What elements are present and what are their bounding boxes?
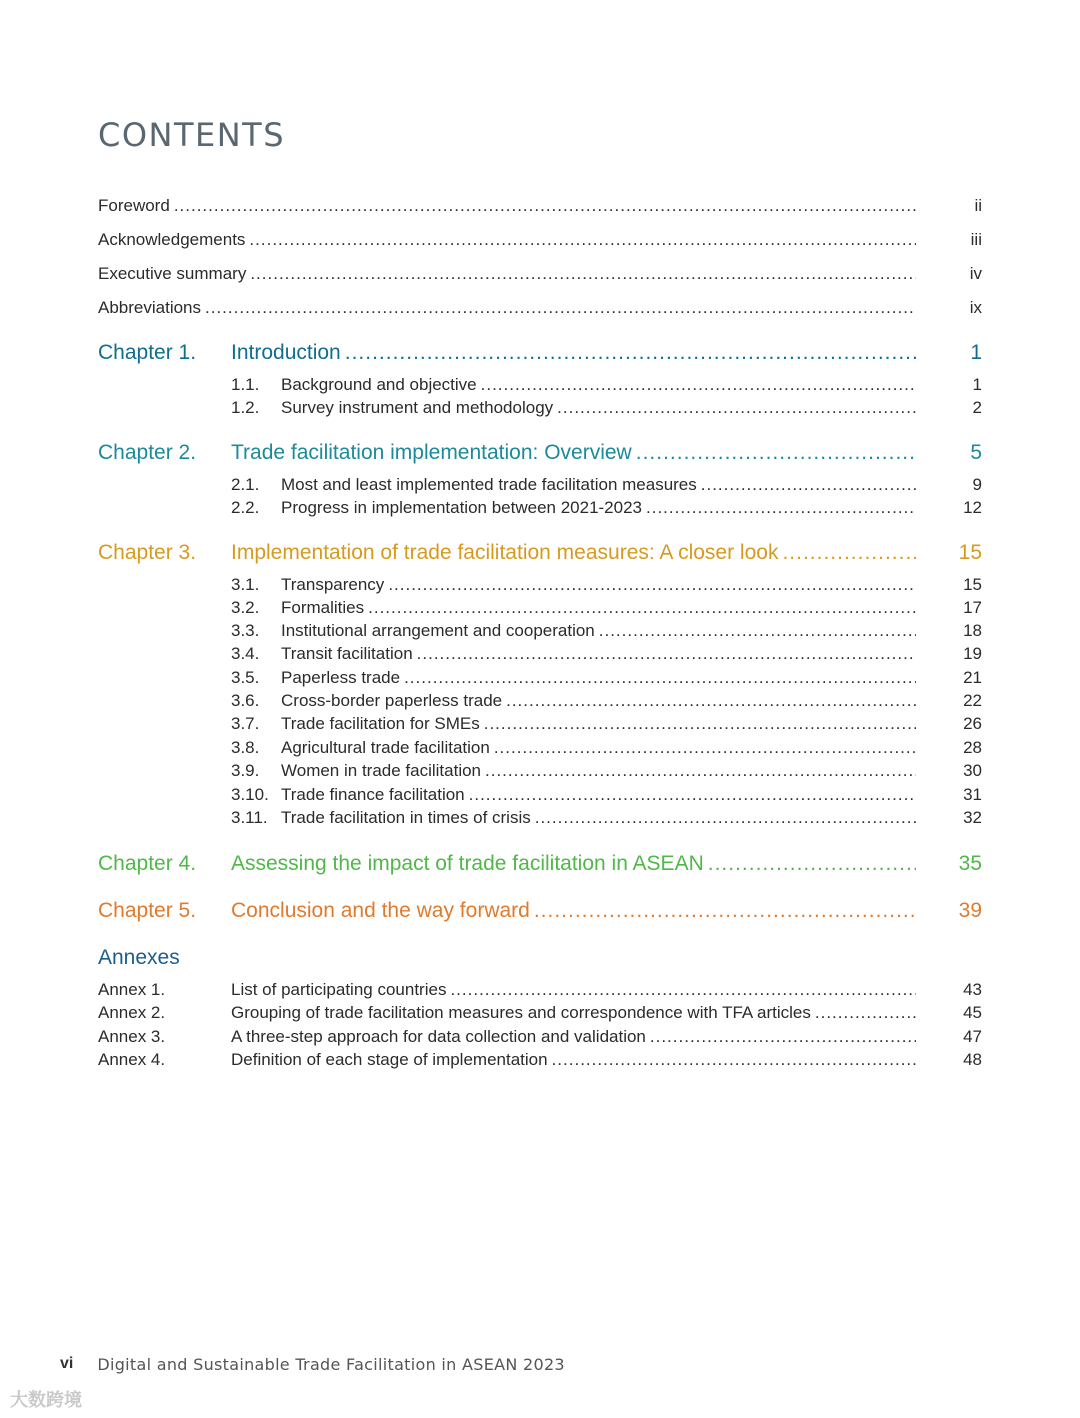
toc-section-3-4[interactable] bbox=[281, 644, 916, 664]
toc-label: Cross-border paperless trade bbox=[281, 691, 503, 710]
dot-leader bbox=[404, 668, 916, 688]
section-number: 2.2. bbox=[231, 498, 260, 517]
toc-label: Acknowledgements bbox=[98, 230, 246, 249]
toc-chapter-5[interactable] bbox=[231, 899, 916, 923]
dot-leader bbox=[701, 475, 916, 495]
toc-section-3-11[interactable] bbox=[281, 808, 916, 828]
toc-section-3-3[interactable] bbox=[281, 621, 916, 641]
toc-label: Introduction bbox=[231, 341, 341, 364]
toc-page: 31 bbox=[963, 785, 982, 804]
dot-leader bbox=[174, 196, 916, 216]
section-number: 3.11. bbox=[231, 808, 268, 827]
toc-page: 47 bbox=[963, 1027, 982, 1046]
section-number: 3.4. bbox=[231, 644, 260, 663]
footer-title: Digital and Sustainable Trade Facilitation in ASEAN 2023 bbox=[97, 1355, 565, 1374]
toc-section-3-8[interactable] bbox=[281, 738, 916, 758]
dot-leader bbox=[650, 1027, 916, 1047]
section-number: 2.1. bbox=[231, 475, 260, 494]
dot-leader bbox=[205, 298, 916, 318]
watermark: 大数跨境 bbox=[10, 1390, 82, 1410]
dot-leader bbox=[815, 1003, 916, 1023]
toc-label: Transparency bbox=[281, 575, 385, 594]
dot-leader bbox=[494, 738, 916, 758]
toc-label: Transit facilitation bbox=[281, 644, 413, 663]
toc-section-1-1[interactable] bbox=[281, 375, 916, 395]
toc-page: 1 bbox=[970, 341, 982, 364]
toc-section-2-2[interactable] bbox=[281, 498, 916, 518]
dot-leader bbox=[249, 230, 916, 250]
toc-section-3-1[interactable] bbox=[281, 575, 916, 595]
page-footer bbox=[60, 1355, 565, 1374]
dot-leader bbox=[345, 341, 916, 365]
chapter-1-number: Chapter 1. bbox=[98, 341, 197, 364]
toc-label: Most and least implemented trade facilitation measures bbox=[281, 475, 697, 494]
toc-label: Implementation of trade facilitation measures: A closer look bbox=[231, 541, 779, 564]
section-number: 3.9. bbox=[231, 761, 260, 780]
toc-page: 32 bbox=[963, 808, 982, 827]
toc-page: 35 bbox=[958, 852, 982, 875]
section-number: 3.6. bbox=[231, 691, 260, 710]
toc-label: Conclusion and the way forward bbox=[231, 899, 530, 922]
section-number: 3.5. bbox=[231, 668, 260, 687]
dot-leader bbox=[417, 644, 916, 664]
chapter-5-number: Chapter 5. bbox=[98, 899, 197, 922]
toc-label: Paperless trade bbox=[281, 668, 401, 687]
toc-entry-abbreviations[interactable] bbox=[98, 298, 916, 318]
dot-leader bbox=[552, 1050, 916, 1070]
toc-page: ii bbox=[974, 196, 982, 215]
toc-page: 15 bbox=[958, 541, 982, 564]
toc-label: Women in trade facilitation bbox=[281, 761, 482, 780]
toc-chapter-1[interactable] bbox=[231, 341, 916, 365]
dot-leader bbox=[535, 808, 916, 828]
toc-page: 39 bbox=[958, 899, 982, 922]
toc-annex-3[interactable] bbox=[231, 1027, 916, 1047]
toc-label: Abbreviations bbox=[98, 298, 202, 317]
toc-label: Trade facilitation for SMEs bbox=[281, 714, 480, 733]
toc-page: 30 bbox=[963, 761, 982, 780]
toc-page: 1 bbox=[972, 375, 982, 394]
section-number: 3.8. bbox=[231, 738, 260, 757]
toc-page: 15 bbox=[963, 575, 982, 594]
toc-page: 5 bbox=[970, 441, 982, 464]
toc-page: ix bbox=[969, 298, 982, 317]
dot-leader bbox=[557, 398, 916, 418]
section-number: 3.7. bbox=[231, 714, 260, 733]
page-title: CONTENTS bbox=[98, 116, 286, 154]
toc-page: 26 bbox=[963, 714, 982, 733]
toc-chapter-3[interactable] bbox=[231, 541, 916, 565]
chapter-4-number: Chapter 4. bbox=[98, 852, 197, 875]
toc-annex-2[interactable] bbox=[231, 1003, 916, 1023]
toc-label: A three-step approach for data collection and validation bbox=[231, 1027, 646, 1046]
toc-page: iv bbox=[969, 264, 982, 283]
toc-page: iii bbox=[970, 230, 982, 249]
toc-page: 17 bbox=[963, 598, 982, 617]
annex-number: Annex 2. bbox=[98, 1003, 166, 1022]
annex-number: Annex 4. bbox=[98, 1050, 166, 1069]
toc-label: Executive summary bbox=[98, 264, 247, 283]
toc-label: Survey instrument and methodology bbox=[281, 398, 554, 417]
toc-section-3-7[interactable] bbox=[281, 714, 916, 734]
toc-chapter-4[interactable] bbox=[231, 852, 916, 876]
section-number: 3.10. bbox=[231, 785, 269, 804]
toc-label: Definition of each stage of implementation bbox=[231, 1050, 548, 1069]
dot-leader bbox=[636, 441, 916, 465]
toc-label: Trade facilitation implementation: Overview bbox=[231, 441, 632, 464]
toc-chapter-2[interactable] bbox=[231, 441, 916, 465]
toc-label: Grouping of trade facilitation measures and correspondence with TFA articles bbox=[231, 1003, 811, 1022]
toc-label: Progress in implementation between 2021-2023 bbox=[281, 498, 643, 517]
dot-leader bbox=[469, 785, 916, 805]
dot-leader bbox=[782, 541, 916, 565]
dot-leader bbox=[481, 375, 916, 395]
dot-leader bbox=[368, 598, 916, 618]
toc-label: List of participating countries bbox=[231, 980, 447, 999]
toc-section-3-9[interactable] bbox=[281, 761, 916, 781]
toc-annex-1[interactable] bbox=[231, 980, 916, 1000]
section-number: 3.3. bbox=[231, 621, 260, 640]
toc-label: Assessing the impact of trade facilitation in ASEAN bbox=[231, 852, 704, 875]
toc-section-2-1[interactable] bbox=[281, 475, 916, 495]
toc-page: 45 bbox=[963, 1003, 982, 1022]
dot-leader bbox=[708, 852, 916, 876]
toc-entry-executive-summary[interactable] bbox=[98, 264, 916, 284]
toc-page: 18 bbox=[963, 621, 982, 640]
toc-page: 43 bbox=[963, 980, 982, 999]
toc-label: Trade facilitation in times of crisis bbox=[281, 808, 531, 827]
chapter-3-number: Chapter 3. bbox=[98, 541, 197, 564]
toc-page: 2 bbox=[972, 398, 982, 417]
toc-label: Foreword bbox=[98, 196, 170, 215]
annex-number: Annex 3. bbox=[98, 1027, 166, 1046]
toc-section-3-5[interactable] bbox=[281, 668, 916, 688]
section-number: 3.1. bbox=[231, 575, 260, 594]
toc-section-3-10[interactable] bbox=[281, 785, 916, 805]
toc-label: Background and objective bbox=[281, 375, 477, 394]
dot-leader bbox=[388, 575, 916, 595]
dot-leader bbox=[484, 714, 916, 734]
toc-page: 48 bbox=[963, 1050, 982, 1069]
toc-section-3-2[interactable] bbox=[281, 598, 916, 618]
annexes-heading: Annexes bbox=[98, 946, 180, 969]
toc-label: Trade finance facilitation bbox=[281, 785, 465, 804]
dot-leader bbox=[534, 899, 916, 923]
toc-entry-acknowledgements[interactable] bbox=[98, 230, 916, 250]
dot-leader bbox=[485, 761, 916, 781]
dot-leader bbox=[506, 691, 916, 711]
annex-number: Annex 1. bbox=[98, 980, 166, 999]
toc-label: Agricultural trade facilitation bbox=[281, 738, 490, 757]
dot-leader bbox=[646, 498, 916, 518]
toc-annex-4[interactable] bbox=[231, 1050, 916, 1070]
section-number: 3.2. bbox=[231, 598, 260, 617]
footer-page-number: vi bbox=[60, 1355, 74, 1372]
toc-page: 21 bbox=[963, 668, 982, 687]
section-number: 1.1. bbox=[231, 375, 260, 394]
section-number: 1.2. bbox=[231, 398, 260, 417]
toc-page: 22 bbox=[963, 691, 982, 710]
toc-entry-foreword[interactable] bbox=[98, 196, 916, 216]
toc-label: Institutional arrangement and cooperation bbox=[281, 621, 595, 640]
toc-page: 19 bbox=[963, 644, 982, 663]
dot-leader bbox=[450, 980, 916, 1000]
dot-leader bbox=[250, 264, 916, 284]
toc-page: 9 bbox=[972, 475, 982, 494]
toc-section-1-2[interactable] bbox=[281, 398, 916, 418]
chapter-2-number: Chapter 2. bbox=[98, 441, 197, 464]
toc-page: 12 bbox=[963, 498, 982, 517]
dot-leader bbox=[599, 621, 916, 641]
toc-section-3-6[interactable] bbox=[281, 691, 916, 711]
toc-page: 28 bbox=[963, 738, 982, 757]
toc-label: Formalities bbox=[281, 598, 365, 617]
